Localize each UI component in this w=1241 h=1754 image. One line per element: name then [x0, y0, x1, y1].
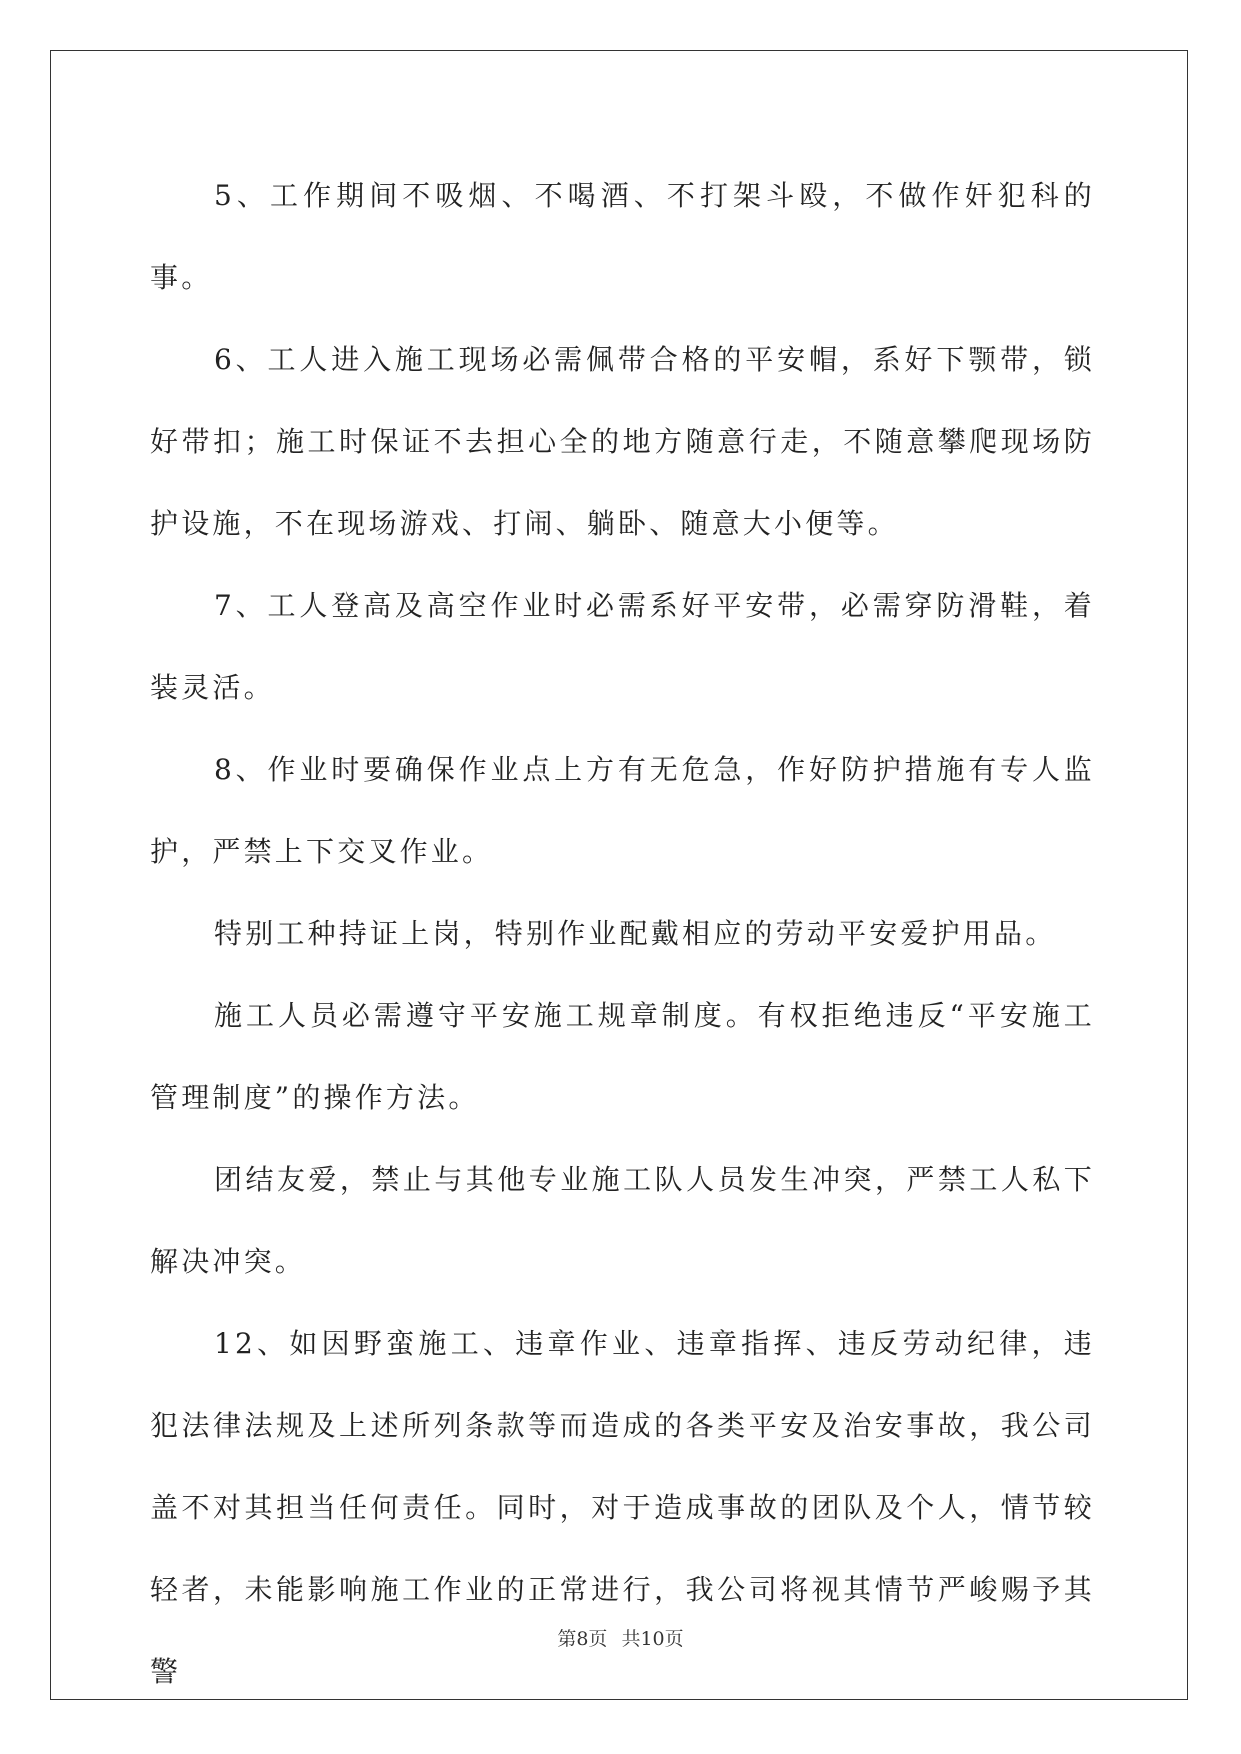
paragraph-item-7: 7、工人登高及高空作业时必需系好平安带，必需穿防滑鞋，着装灵活。 [150, 589, 1095, 704]
page-footer [0, 1624, 1241, 1651]
page-number: 第8页 [557, 1628, 608, 1650]
paragraph-safety-rules: 施工人员必需遵守平安施工规章制度。有权拒绝违反“平安施工管理制度”的操作方法。 [150, 999, 1095, 1114]
paragraph-item-12: 12、如因野蛮施工、违章作业、违章指挥、违反劳动纪律，违犯法律法规及上述所列条款等而造成的各类平安及治安事故，我公司盖不对其担当任何责任。同时，对于造成事故的团队及个人，情节较轻者，未能影响施工作业的正常进行，我公司将视其情节严峻赐予其警 [150, 1327, 1095, 1688]
paragraph-item-8: 8、作业时要确保作业点上方有无危急，作好防护措施有专人监护，严禁上下交叉作业。 [150, 753, 1095, 868]
page-total: 共10页 [621, 1628, 684, 1650]
paragraph-item-5: 5、工作期间不吸烟、不喝酒、不打架斗殴，不做作奸犯科的事。 [150, 179, 1095, 294]
paragraph-special-workers: 特别工种持证上岗，特别作业配戴相应的劳动平安爱护用品。 [214, 917, 1057, 950]
paragraph-item-6: 6、工人进入施工现场必需佩带合格的平安帽，系好下颚带，锁好带扣；施工时保证不去担心全的地方随意行走，不随意攀爬现场防护设施，不在现场游戏、打闹、躺卧、随意大小便等。 [150, 343, 1095, 540]
paragraph-unity: 团结友爱，禁止与其他专业施工队人员发生冲突，严禁工人私下解决冲突。 [150, 1163, 1095, 1278]
document-body [150, 155, 1095, 1713]
